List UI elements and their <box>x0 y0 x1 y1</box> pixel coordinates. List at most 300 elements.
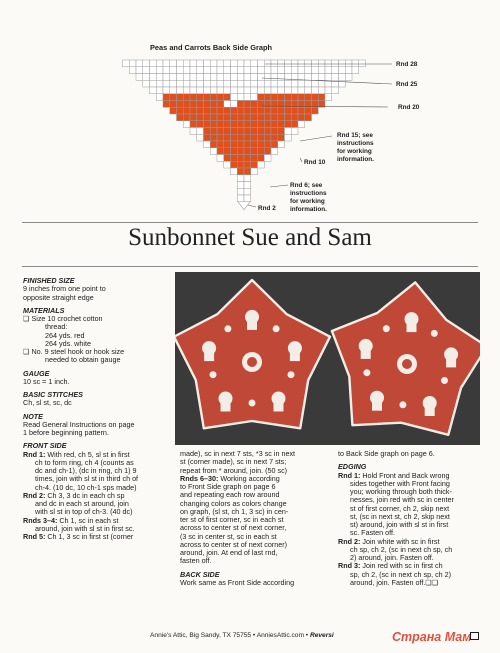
graph-cell <box>278 114 285 121</box>
graph-cell <box>318 60 325 67</box>
graph-cell <box>129 60 136 67</box>
graph-cell <box>291 121 298 128</box>
graph-cell <box>143 67 150 74</box>
graph-cell <box>318 67 325 74</box>
round-label: information. <box>290 206 327 213</box>
graph-cell <box>231 80 238 87</box>
graph-cell <box>305 87 312 94</box>
graph-cell <box>264 128 271 135</box>
graph-cell <box>271 80 278 87</box>
instruction-continued: and dc in each st around, join <box>35 499 129 508</box>
graph-cell <box>258 107 265 114</box>
graph-cell <box>291 87 298 94</box>
graph-cell <box>204 60 211 67</box>
instruction-text: Ch 1, 3 sc in first st (corner <box>45 532 134 541</box>
graph-cell <box>217 80 224 87</box>
graph-cell <box>352 67 359 74</box>
graph-cell <box>312 67 319 74</box>
graph-cell <box>352 60 359 67</box>
graph-cell <box>298 67 305 74</box>
instruction-continued: sides together with Front facing <box>350 478 450 488</box>
graph-cell <box>251 74 258 81</box>
graph-leader-line <box>300 158 302 162</box>
instruction-continued: sp, ch 2, (sc in next ch sp, ch 2) <box>350 569 452 579</box>
graph-cell <box>332 67 339 74</box>
graph-cell <box>231 121 238 128</box>
graph-cell <box>231 74 238 81</box>
graph-cell <box>217 87 224 94</box>
graph-cell <box>163 67 170 74</box>
graph-cell <box>204 74 211 81</box>
motif-dress <box>247 321 257 330</box>
graph-cell <box>244 94 251 101</box>
body-text: across to center st of next corner) <box>180 539 288 549</box>
motif-dress <box>372 402 382 411</box>
watermark: Страна Мам <box>392 630 472 644</box>
graph-cell <box>291 80 298 87</box>
round-label: Rnd 2 <box>258 205 276 212</box>
graph-cell <box>217 155 224 162</box>
round-label: Rnd 28 <box>396 61 418 68</box>
instruction-continued: ch sp, ch 2, (sc in next ch sp, ch <box>350 544 453 554</box>
body-text: made), sc in next 7 sts, *3 sc in next <box>180 449 296 458</box>
body-text: repeat from * around, join. (50 sc) <box>180 465 288 475</box>
graph-cell <box>339 74 346 81</box>
motif-dress <box>446 358 456 367</box>
graph-cell <box>278 60 285 67</box>
graph-cell <box>143 60 150 67</box>
graph-cell <box>278 141 285 148</box>
graph-cell <box>237 155 244 162</box>
graph-cell <box>190 67 197 74</box>
graph-cell <box>224 161 231 168</box>
graph-cell <box>251 148 258 155</box>
graph-cell <box>278 107 285 114</box>
graph-cell <box>183 74 190 81</box>
graph-cell <box>305 67 312 74</box>
graph-cell <box>177 67 184 74</box>
graph-cell <box>237 94 244 101</box>
graph-cell <box>231 134 238 141</box>
graph-cell <box>183 114 190 121</box>
graph-cell <box>264 87 271 94</box>
graph-cell <box>150 67 157 74</box>
graph-cell <box>278 121 285 128</box>
potholder-center-dot <box>247 357 257 367</box>
potholder-photos <box>175 272 480 445</box>
graph-cell <box>156 80 163 87</box>
graph-cell <box>278 87 285 94</box>
round-label: Rnd 25 <box>396 81 418 88</box>
graph-cell <box>271 87 278 94</box>
graph-cell <box>231 128 238 135</box>
graph-cell <box>237 87 244 94</box>
graph-cell <box>244 128 251 135</box>
graph-cell <box>204 107 211 114</box>
graph-cell <box>258 74 265 81</box>
graph-cell <box>156 74 163 81</box>
graph-cell <box>217 107 224 114</box>
graph-cell <box>244 107 251 114</box>
graph-cell <box>345 74 352 81</box>
motif-dress <box>407 323 417 332</box>
graph-cell <box>177 101 184 108</box>
end-square-icon <box>470 632 479 640</box>
graph-cell <box>143 74 150 81</box>
graph-cell <box>305 80 312 87</box>
graph-leader-line <box>248 205 256 207</box>
graph-cell <box>177 107 184 114</box>
graph-cell <box>231 168 238 175</box>
graph-cell <box>271 141 278 148</box>
graph-cell <box>271 128 278 135</box>
round-label: Rnd 10 <box>304 159 326 166</box>
body-text: st (corner made), sc in next 7 sts; <box>180 457 287 467</box>
graph-cell <box>224 114 231 121</box>
graph-cell <box>197 101 204 108</box>
motif-dress <box>204 352 214 361</box>
graph-cell <box>150 87 157 94</box>
motif-flower <box>383 325 390 332</box>
section-heading: FRONT SIDE <box>23 441 67 451</box>
round-label: for working <box>337 148 372 155</box>
graph-cell <box>264 80 271 87</box>
instruction-continued: st) around, join with sl st in first <box>350 520 449 529</box>
graph-cell <box>204 87 211 94</box>
graph-cell <box>244 175 251 182</box>
graph-cell <box>237 188 244 195</box>
motif-dress <box>274 403 284 412</box>
graph-cell <box>264 60 271 67</box>
graph-cell <box>237 114 244 121</box>
graph-cell <box>217 94 224 101</box>
back-side-graph <box>0 0 500 222</box>
graph-cell <box>271 148 278 155</box>
column-left <box>23 277 175 541</box>
graph-cell <box>217 114 224 121</box>
footer-text: Annie's Attic, Big Sandy, TX 75755 • AnniesAttic.com • <box>150 632 310 639</box>
graph-cell <box>325 60 332 67</box>
materials-item: ❑ Size 10 crochet cotton <box>23 314 103 323</box>
graph-cell <box>244 74 251 81</box>
graph-cell <box>163 60 170 67</box>
graph-cell <box>298 121 305 128</box>
graph-cell <box>305 94 312 101</box>
graph-cell <box>224 141 231 148</box>
graph-cell <box>170 87 177 94</box>
instruction-line <box>23 533 175 541</box>
graph-cell <box>224 80 231 87</box>
graph-cell <box>332 60 339 67</box>
graph-cell <box>190 128 197 135</box>
graph-cell <box>271 67 278 74</box>
graph-cell <box>170 107 177 114</box>
motif-flower <box>363 369 370 376</box>
graph-cell <box>163 87 170 94</box>
graph-cell <box>183 107 190 114</box>
graph-cell <box>318 94 325 101</box>
graph-cell <box>231 141 238 148</box>
graph-cell <box>190 101 197 108</box>
graph-cell <box>197 121 204 128</box>
graph-cell <box>312 80 319 87</box>
motif-dress <box>361 350 371 359</box>
graph-cell <box>197 107 204 114</box>
graph-leader-line <box>270 185 288 187</box>
graph-cell <box>190 121 197 128</box>
graph-cell <box>318 80 325 87</box>
graph-cell <box>177 74 184 81</box>
graph-cell <box>231 148 238 155</box>
graph-cell <box>237 141 244 148</box>
column-middle <box>180 450 333 587</box>
body-text: to Back Side graph on page 6. <box>338 449 435 458</box>
graph-cell <box>237 128 244 135</box>
graph-cell <box>298 107 305 114</box>
body-text: 9 inches from one point to <box>23 284 106 294</box>
graph-cell <box>244 161 251 168</box>
graph-cell <box>244 60 251 67</box>
graph-cell <box>197 134 204 141</box>
graph-cell <box>224 74 231 81</box>
graph-cell <box>210 67 217 74</box>
graph-cell <box>345 60 352 67</box>
graph-cell <box>129 67 136 74</box>
graph-cell <box>237 67 244 74</box>
footer <box>150 632 334 639</box>
graph-cell <box>251 67 258 74</box>
graph-cell <box>251 134 258 141</box>
graph-cell <box>258 141 265 148</box>
round-label: instructions <box>337 140 374 147</box>
graph-cell <box>190 87 197 94</box>
graph-cell <box>170 60 177 67</box>
round-label: Rnd 15; see <box>337 132 373 139</box>
graph-cell <box>183 87 190 94</box>
graph-cell <box>285 107 292 114</box>
round-label: Rnd 2: <box>338 536 361 546</box>
graph-cell <box>285 128 292 135</box>
graph-cell <box>298 87 305 94</box>
graph-cell <box>291 107 298 114</box>
round-label: instructions <box>290 190 327 197</box>
graph-cell <box>264 94 271 101</box>
graph-cell <box>278 134 285 141</box>
graph-cell <box>271 94 278 101</box>
graph-cell <box>190 80 197 87</box>
graph-cell <box>339 80 346 87</box>
motif-flower <box>249 400 256 407</box>
graph-cell <box>312 60 319 67</box>
round-label: for working <box>290 198 325 205</box>
graph-cell <box>264 134 271 141</box>
graph-cell <box>231 155 238 162</box>
graph-cell <box>204 121 211 128</box>
motif-dress <box>290 352 300 361</box>
graph-cell <box>204 114 211 121</box>
graph-cell <box>237 121 244 128</box>
title-rule-bottom <box>22 266 478 267</box>
graph-cell <box>251 107 258 114</box>
graph-cell <box>237 195 244 202</box>
body-text: ter st of first corner, sc in each st <box>180 515 284 524</box>
instruction-text: With red, ch 5, sl st in first <box>45 449 130 459</box>
graph-cell <box>258 128 265 135</box>
graph-cell <box>305 114 312 121</box>
graph-cell <box>156 94 163 101</box>
graph-cell <box>258 155 265 162</box>
graph-cell <box>123 60 130 67</box>
graph-cell <box>163 74 170 81</box>
body-text: Work same as Front Side according <box>180 577 295 587</box>
graph-cell <box>271 134 278 141</box>
graph-cell <box>237 80 244 87</box>
graph-cell <box>291 94 298 101</box>
materials-detail: 264 yds. red <box>45 330 85 340</box>
graph-cell <box>204 101 211 108</box>
footer-bold: Reversi <box>309 632 334 639</box>
graph-cell <box>258 121 265 128</box>
graph-cell <box>285 80 292 87</box>
round-label: Rnd 6; see <box>290 182 323 189</box>
graph-cell <box>264 114 271 121</box>
graph-cell <box>258 87 265 94</box>
instruction-continued: times, join with sl st in third ch of <box>35 474 139 484</box>
graph-cell <box>204 80 211 87</box>
materials-detail: needed to obtain gauge <box>45 355 121 365</box>
graph-cell <box>204 67 211 74</box>
instruction-text: Ch 1, sc in each st <box>57 515 119 525</box>
graph-cell <box>197 128 204 135</box>
graph-cell <box>156 67 163 74</box>
graph-cell <box>264 155 271 162</box>
graph-cell <box>325 74 332 81</box>
instruction-continued: ch to form ring, ch 4 (counts as <box>35 457 134 467</box>
graph-cell <box>237 107 244 114</box>
body-text: Ch, sl st, sc, dc <box>23 398 72 408</box>
graph-cell <box>224 101 231 108</box>
instruction-continued: around, join. Fasten off.❑❑ <box>350 577 439 587</box>
graph-cell <box>258 114 265 121</box>
graph-cell <box>197 80 204 87</box>
graph-cell <box>258 80 265 87</box>
graph-cell <box>217 128 224 135</box>
graph-leader-line <box>300 136 332 141</box>
graph-cell <box>258 94 265 101</box>
graph-cell <box>183 80 190 87</box>
graph-cell <box>217 74 224 81</box>
graph-cell <box>285 114 292 121</box>
graph-cell <box>244 195 251 202</box>
instruction-text: Ch 3, 3 dc in each ch sp <box>45 490 125 500</box>
graph-cell <box>163 101 170 108</box>
graph-cell <box>217 67 224 74</box>
graph-cell <box>150 60 157 67</box>
body-text: around, join. At end of last rnd, <box>180 548 278 557</box>
graph-cell <box>271 60 278 67</box>
round-label: information. <box>337 156 374 163</box>
graph-cell <box>190 114 197 121</box>
graph-cell <box>264 67 271 74</box>
graph-cell <box>298 60 305 67</box>
graph-cell <box>150 74 157 81</box>
graph-cell <box>258 161 265 168</box>
graph-cell <box>183 101 190 108</box>
graph-cell <box>217 101 224 108</box>
graph-cell <box>298 74 305 81</box>
graph-cell <box>298 114 305 121</box>
graph-cell <box>244 188 251 195</box>
body-text: to Front Side graph on page 6 <box>180 482 276 491</box>
body-text: Read General Instructions on page <box>23 419 135 429</box>
round-label: Rnd 20 <box>398 104 420 111</box>
motif-dress <box>425 407 435 416</box>
graph-cell <box>136 67 143 74</box>
round-label: Rnd 3: <box>338 561 361 571</box>
instruction-text: Join white with sc in first <box>360 536 440 546</box>
graph-cell <box>231 114 238 121</box>
graph-cell <box>237 74 244 81</box>
graph-cell <box>264 107 271 114</box>
graph-cell <box>183 67 190 74</box>
graph-cell <box>170 67 177 74</box>
graph-cell <box>217 60 224 67</box>
graph-cell <box>170 74 177 81</box>
graph-cell <box>210 107 217 114</box>
graph-cell <box>210 87 217 94</box>
body-text: changing colors as colors change <box>180 498 287 508</box>
graph-cell <box>210 121 217 128</box>
graph-cell <box>312 74 319 81</box>
body-text: 1 before beginning pattern. <box>23 428 109 437</box>
graph-cell <box>298 80 305 87</box>
graph-cell <box>224 67 231 74</box>
graph-cell <box>305 107 312 114</box>
graph-cell <box>251 168 258 175</box>
graph-cell <box>210 134 217 141</box>
graph-cell <box>170 94 177 101</box>
graph-cell <box>278 128 285 135</box>
graph-cell <box>210 114 217 121</box>
graph-cell <box>204 134 211 141</box>
motif-flower <box>441 377 448 384</box>
graph-cell <box>251 128 258 135</box>
section-heading: GAUGE <box>23 368 50 378</box>
graph-cell <box>291 114 298 121</box>
body-text: on graph, (sl st, ch 1, 3 sc) in cen- <box>180 506 289 516</box>
instruction-continued: you; working through both thick- <box>350 487 452 496</box>
graph-cell <box>210 128 217 135</box>
materials-item: ❑ No. 9 steel hook or hook size <box>23 347 125 356</box>
graph-cell <box>224 94 231 101</box>
graph-cell <box>177 114 184 121</box>
graph-cell <box>285 87 292 94</box>
graph-cell <box>251 94 258 101</box>
graph-cell <box>231 107 238 114</box>
graph-cell <box>183 94 190 101</box>
instruction-continued: st, (sc in next st, ch 2, skip next <box>350 511 450 521</box>
graph-cell <box>244 141 251 148</box>
graph-cell <box>210 141 217 148</box>
graph-cell <box>291 128 298 135</box>
instruction-text: Hold Front and Back wrong <box>360 470 450 480</box>
graph-cell <box>237 161 244 168</box>
graph-cell <box>190 74 197 81</box>
motif-flower <box>288 371 295 378</box>
graph-cell <box>224 107 231 114</box>
graph-cell <box>312 107 319 114</box>
graph-cell <box>217 134 224 141</box>
